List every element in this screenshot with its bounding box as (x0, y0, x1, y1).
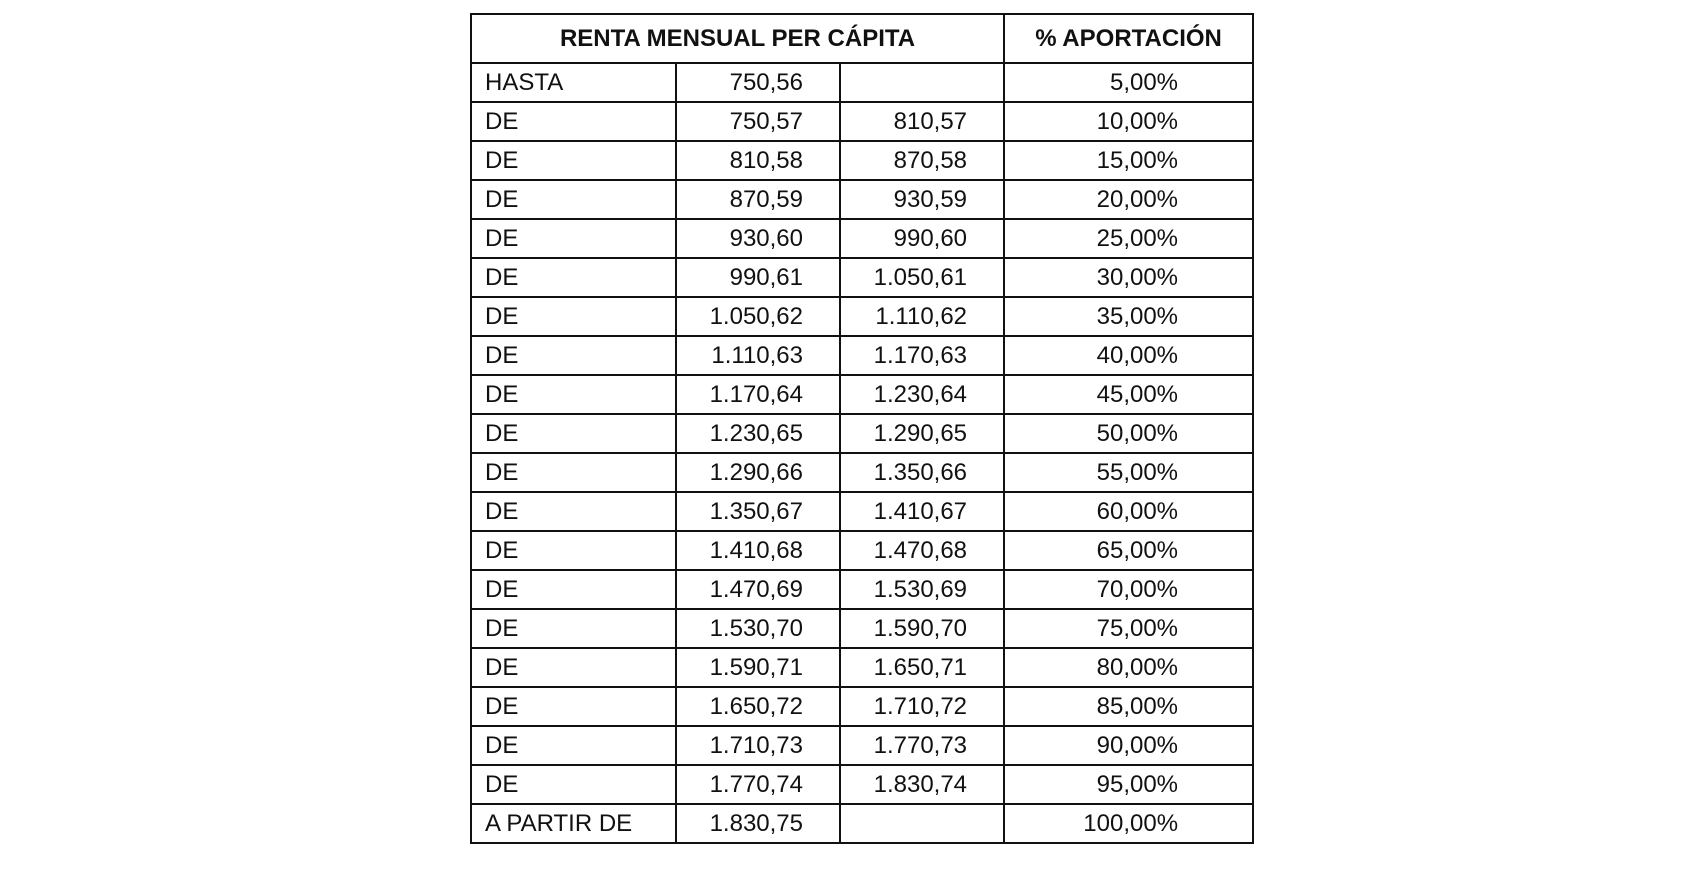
row-income-to (840, 63, 1004, 102)
row-label: DE (471, 336, 676, 375)
table-row (471, 63, 1253, 102)
row-contribution-pct: 80,00% (1004, 648, 1253, 687)
row-contribution-pct: 85,00% (1004, 687, 1253, 726)
table-row (471, 180, 1253, 219)
row-income-from: 750,56 (676, 63, 840, 102)
row-contribution-pct: 55,00% (1004, 453, 1253, 492)
table-row (471, 531, 1253, 570)
row-income-to: 1.590,70 (840, 609, 1004, 648)
row-contribution-pct: 70,00% (1004, 570, 1253, 609)
row-income-to: 1.410,67 (840, 492, 1004, 531)
row-income-from: 1.170,64 (676, 375, 840, 414)
row-income-from: 1.530,70 (676, 609, 840, 648)
row-contribution-pct: 5,00% (1004, 63, 1253, 102)
row-contribution-pct: 50,00% (1004, 414, 1253, 453)
row-contribution-pct: 95,00% (1004, 765, 1253, 804)
rent-contribution-table (470, 13, 1254, 844)
table-row (471, 336, 1253, 375)
row-label: DE (471, 453, 676, 492)
row-income-from: 990,61 (676, 258, 840, 297)
table-row (471, 765, 1253, 804)
row-income-to: 1.050,61 (840, 258, 1004, 297)
row-income-from: 1.110,63 (676, 336, 840, 375)
table-row (471, 375, 1253, 414)
row-label: DE (471, 219, 676, 258)
table-row (471, 141, 1253, 180)
table-row (471, 609, 1253, 648)
table-row (471, 258, 1253, 297)
row-contribution-pct: 15,00% (1004, 141, 1253, 180)
row-label: DE (471, 765, 676, 804)
header-renta-mensual: RENTA MENSUAL PER CÁPITA (471, 14, 1004, 63)
row-income-from: 810,58 (676, 141, 840, 180)
row-income-to: 1.350,66 (840, 453, 1004, 492)
row-income-to: 1.770,73 (840, 726, 1004, 765)
table-row (471, 687, 1253, 726)
row-label: A PARTIR DE (471, 804, 676, 843)
row-contribution-pct: 30,00% (1004, 258, 1253, 297)
row-income-to: 1.830,74 (840, 765, 1004, 804)
row-label: DE (471, 102, 676, 141)
table-row (471, 102, 1253, 141)
row-income-from: 1.710,73 (676, 726, 840, 765)
row-income-from: 1.410,68 (676, 531, 840, 570)
row-income-to: 1.530,69 (840, 570, 1004, 609)
table-row (471, 726, 1253, 765)
table-body (471, 63, 1253, 843)
row-label: DE (471, 648, 676, 687)
row-contribution-pct: 65,00% (1004, 531, 1253, 570)
row-label: DE (471, 414, 676, 453)
row-contribution-pct: 45,00% (1004, 375, 1253, 414)
table-row (471, 804, 1253, 843)
row-contribution-pct: 60,00% (1004, 492, 1253, 531)
table-header-row (471, 14, 1253, 63)
row-income-from: 1.230,65 (676, 414, 840, 453)
table-row (471, 297, 1253, 336)
row-contribution-pct: 90,00% (1004, 726, 1253, 765)
row-contribution-pct: 100,00% (1004, 804, 1253, 843)
row-income-from: 1.650,72 (676, 687, 840, 726)
row-contribution-pct: 40,00% (1004, 336, 1253, 375)
row-contribution-pct: 20,00% (1004, 180, 1253, 219)
row-label: DE (471, 726, 676, 765)
row-income-from: 1.590,71 (676, 648, 840, 687)
row-income-to: 1.290,65 (840, 414, 1004, 453)
table-row (471, 414, 1253, 453)
row-income-to: 930,59 (840, 180, 1004, 219)
row-contribution-pct: 35,00% (1004, 297, 1253, 336)
row-income-to: 990,60 (840, 219, 1004, 258)
rent-contribution-table-container (470, 13, 1254, 844)
row-label: DE (471, 570, 676, 609)
row-label: DE (471, 375, 676, 414)
row-income-from: 1.290,66 (676, 453, 840, 492)
row-income-to: 1.230,64 (840, 375, 1004, 414)
row-income-to: 1.470,68 (840, 531, 1004, 570)
row-contribution-pct: 75,00% (1004, 609, 1253, 648)
row-contribution-pct: 10,00% (1004, 102, 1253, 141)
row-income-from: 1.350,67 (676, 492, 840, 531)
row-contribution-pct: 25,00% (1004, 219, 1253, 258)
row-income-to: 1.170,63 (840, 336, 1004, 375)
row-label: DE (471, 180, 676, 219)
row-income-to: 870,58 (840, 141, 1004, 180)
row-income-from: 870,59 (676, 180, 840, 219)
row-income-to: 1.710,72 (840, 687, 1004, 726)
row-income-to: 1.650,71 (840, 648, 1004, 687)
row-income-to: 1.110,62 (840, 297, 1004, 336)
row-label: DE (471, 609, 676, 648)
row-income-from: 1.470,69 (676, 570, 840, 609)
row-income-from: 1.770,74 (676, 765, 840, 804)
row-label: DE (471, 531, 676, 570)
row-label: DE (471, 297, 676, 336)
row-income-from: 1.830,75 (676, 804, 840, 843)
row-income-to: 810,57 (840, 102, 1004, 141)
table-row (471, 453, 1253, 492)
table-row (471, 492, 1253, 531)
row-label: DE (471, 141, 676, 180)
row-label: HASTA (471, 63, 676, 102)
table-row (471, 570, 1253, 609)
row-income-to (840, 804, 1004, 843)
row-income-from: 1.050,62 (676, 297, 840, 336)
table-row (471, 219, 1253, 258)
row-income-from: 930,60 (676, 219, 840, 258)
row-label: DE (471, 492, 676, 531)
row-label: DE (471, 258, 676, 297)
row-label: DE (471, 687, 676, 726)
row-income-from: 750,57 (676, 102, 840, 141)
header-aportacion: % APORTACIÓN (1004, 14, 1253, 63)
table-row (471, 648, 1253, 687)
